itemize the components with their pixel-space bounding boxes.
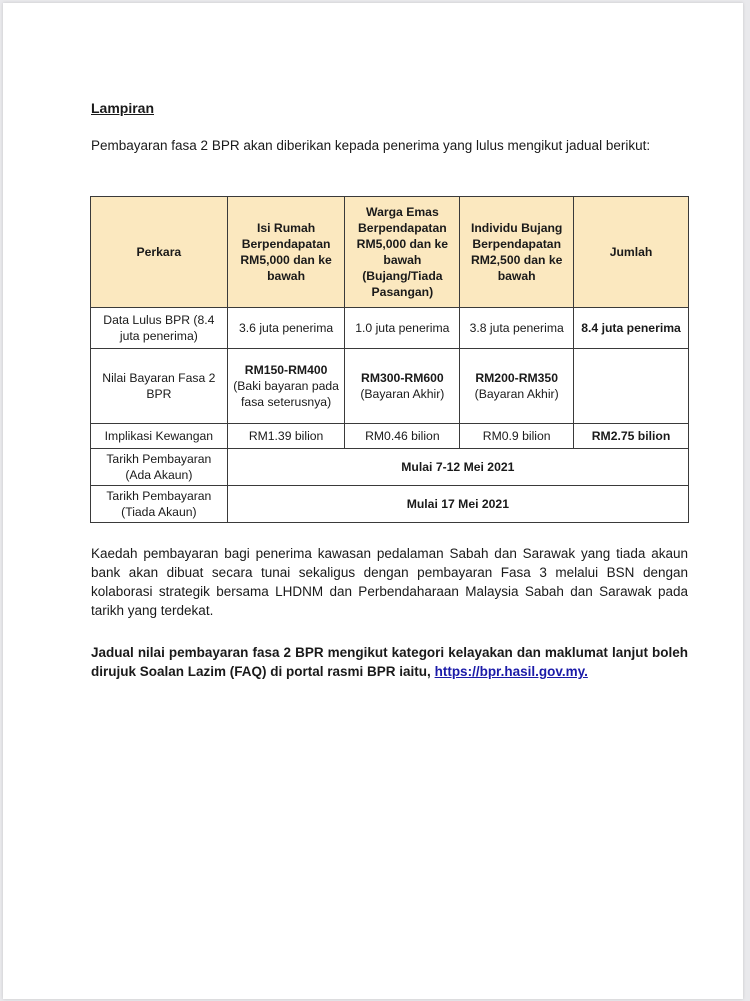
header-individu-bujang: Individu Bujang Berpendapatan RM2,500 dan ke bawah [460,197,574,308]
nilai-col2-value: RM300-RM600 [361,371,444,385]
cell-implikasi-jumlah: RM2.75 bilion [574,424,689,449]
cell-data-col2: 1.0 juta penerima [345,308,460,349]
cell-implikasi-col2: RM0.46 bilion [345,424,460,449]
nilai-col1-value: RM150-RM400 [244,363,328,377]
cell-implikasi-col3: RM0.9 bilion [460,424,574,449]
header-jumlah: Jumlah [574,197,689,308]
table-row [91,424,689,449]
row-label-tarikh-ada-akaun: Tarikh Pembayaran (Ada Akaun) [91,449,228,486]
nilai-col3-value: RM200-RM350 [475,371,558,385]
cell-data-jumlah: 8.4 juta penerima [574,308,689,349]
nilai-col3-note: (Bayaran Akhir) [474,387,559,401]
table-header-row [91,197,689,308]
page-heading: Lampiran [91,100,155,116]
bpr-portal-link[interactable]: https://bpr.hasil.gov.my. [434,664,588,679]
bpr-payment-table [90,196,689,523]
cell-nilai-col1 [227,349,345,424]
header-perkara: Perkara [91,197,228,308]
header-warga-emas: Warga Emas Berpendapatan RM5,000 dan ke bawah (Bujang/Tiada Pasangan) [345,197,460,308]
cell-nilai-jumlah [574,349,689,424]
nilai-col2-note: (Bayaran Akhir) [360,387,445,401]
table-row [91,349,689,424]
cell-nilai-col2 [345,349,460,424]
cell-tarikh-tiada-akaun: Mulai 17 Mei 2021 [227,486,688,523]
cell-nilai-col3 [460,349,574,424]
row-label-nilai-bayaran: Nilai Bayaran Fasa 2 BPR [91,349,228,424]
nilai-col1-note: (Baki bayaran pada fasa seterusnya) [233,379,339,409]
table-row [91,449,689,486]
header-isi-rumah: Isi Rumah Berpendapatan RM5,000 dan ke bawah [227,197,345,308]
row-label-data-lulus: Data Lulus BPR (8.4 juta penerima) [91,308,228,349]
row-label-tarikh-tiada-akaun: Tarikh Pembayaran (Tiada Akaun) [91,486,228,523]
faq-paragraph-text: Jadual nilai pembayaran fasa 2 BPR mengikut kategori kelayakan dan maklumat lanjut boleh dirujuk Soalan Lazim (FAQ) di portal rasmi BPR iaitu, [91,645,688,679]
cell-data-col3: 3.8 juta penerima [460,308,574,349]
table-row [91,308,689,349]
cell-data-col1: 3.6 juta penerima [227,308,345,349]
cell-tarikh-ada-akaun: Mulai 7-12 Mei 2021 [227,449,688,486]
table-row [91,486,689,523]
faq-paragraph [91,643,688,681]
row-label-implikasi: Implikasi Kewangan [91,424,228,449]
payment-method-paragraph: Kaedah pembayaran bagi penerima kawasan pedalaman Sabah dan Sarawak yang tiada akaun bank akan dibuat secara tunai sekaligus dengan pembayaran Fasa 3 melalui BSN dengan kolaborasi strategik bersama LHDNM dan Perbendaharaan Malaysia Sabah dan Sarawak pada tarikh yang terdekat. [91,546,688,618]
intro-paragraph: Pembayaran fasa 2 BPR akan diberikan kepada penerima yang lulus mengikut jadual berikut: [91,138,651,153]
document-page [3,3,743,999]
cell-implikasi-col1: RM1.39 bilion [227,424,345,449]
